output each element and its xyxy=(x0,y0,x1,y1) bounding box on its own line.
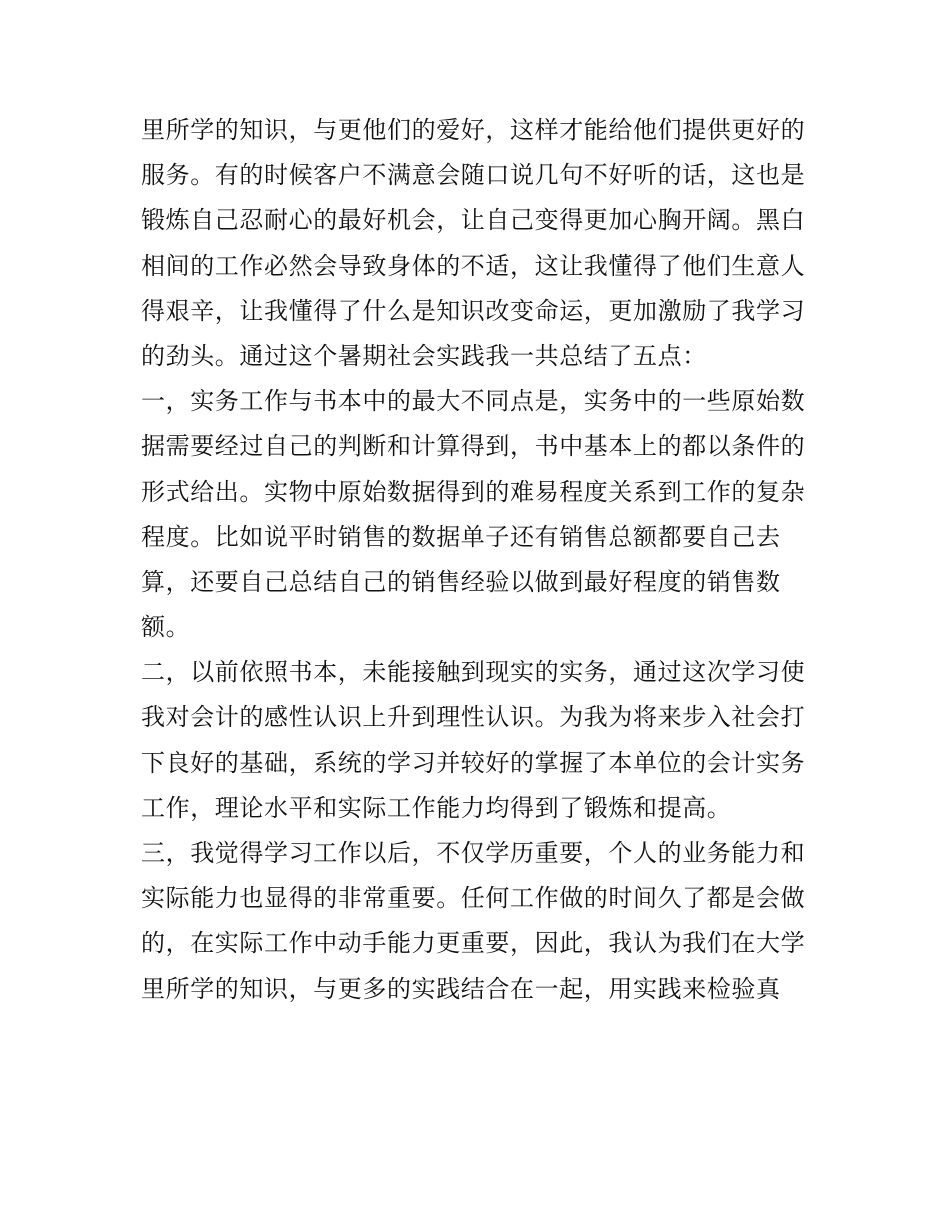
text-line: 二，以前依照书本，未能接触到现实的实务，通过这次学习使 xyxy=(141,658,806,687)
text-line: 工作，理论水平和实际工作能力均得到了锻炼和提高。 xyxy=(141,793,732,822)
document-body xyxy=(141,108,821,1012)
text-line: 程度。比如说平时销售的数据单子还有销售总额都要自己去 xyxy=(141,522,781,551)
text-line: 的劲头。通过这个暑期社会实践我一共总结了五点： xyxy=(141,341,707,370)
text-line: 里所学的知识，与更多的实践结合在一起，用实践来检验真 xyxy=(141,974,781,1003)
text-line: 里所学的知识，与更他们的爱好，这样才能给他们提供更好的 xyxy=(141,116,806,144)
text-line: 锻炼自己忍耐心的最好机会，让自己变得更加心胸开阔。黑白 xyxy=(141,206,806,235)
text-line: 下良好的基础，系统的学习并较好的掌握了本单位的会计实务 xyxy=(141,748,806,777)
text-line: 三，我觉得学习工作以后，不仅学历重要，个人的业务能力和 xyxy=(141,839,806,867)
text-line: 据需要经过自己的判断和计算得到，书中基本上的都以条件的 xyxy=(141,432,806,461)
text-line: 实际能力也显得的非常重要。任何工作做的时间久了都是会做 xyxy=(141,884,806,913)
text-line: 形式给出。实物中原始数据得到的难易程度关系到工作的复杂 xyxy=(141,477,806,506)
text-line: 得艰辛，让我懂得了什么是知识改变命运，更加激励了我学习 xyxy=(141,296,806,325)
text-line: 的，在实际工作中动手能力更重要，因此，我认为我们在大学 xyxy=(141,929,806,958)
text-line: 额。 xyxy=(141,613,191,642)
text-line: 相间的工作必然会导致身体的不适，这让我懂得了他们生意人 xyxy=(141,251,806,280)
text-line: 算，还要自己总结自己的销售经验以做到最好程度的销售数 xyxy=(141,567,781,596)
text-line: 我对会计的感性认识上升到理性认识。为我为将来步入社会打 xyxy=(141,703,806,732)
text-line: 服务。有的时候客户不满意会随口说几句不好听的话，这也是 xyxy=(141,161,806,190)
text-line: 一，实务工作与书本中的最大不同点是，实务中的一些原始数 xyxy=(141,387,806,416)
